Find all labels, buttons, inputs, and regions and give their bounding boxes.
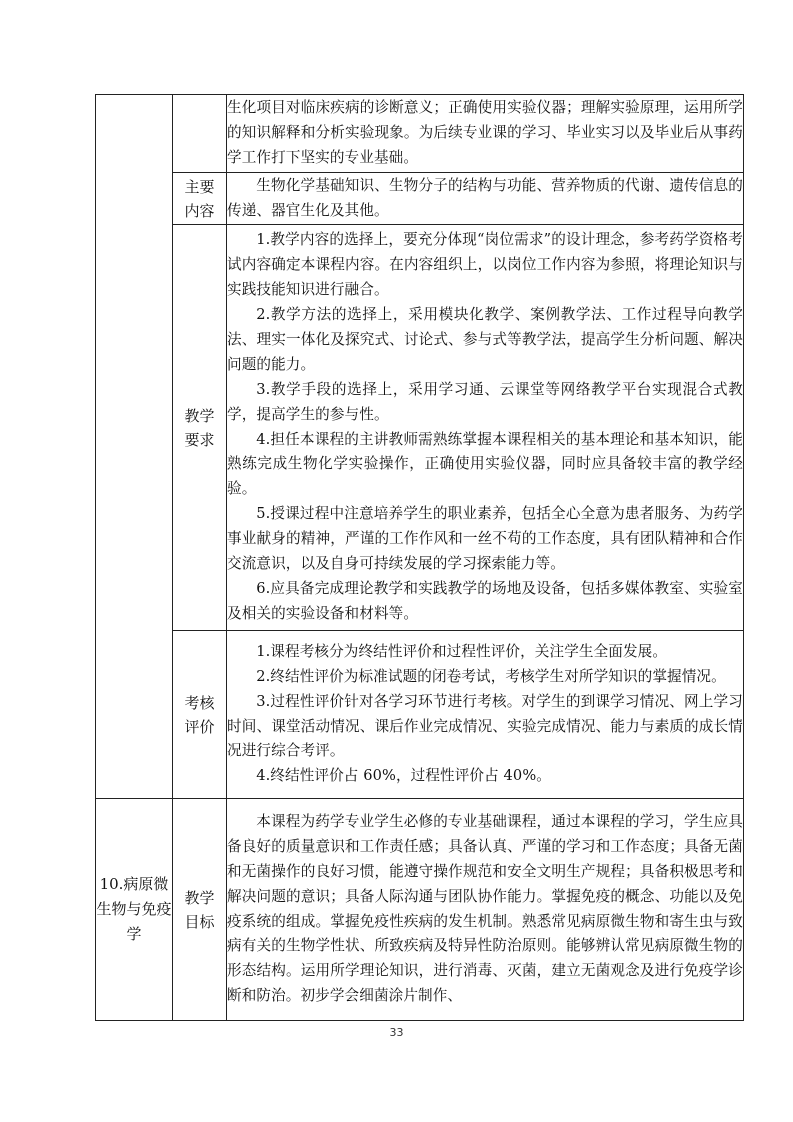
content-cell (227, 95, 744, 173)
requirement-item: 1.教学内容的选择上，要充分体现“岗位需求”的设计理念，参考药学资格考试内容确定本课程内容。在内容组织上，以岗位工作内容为参照，将理论知识与实践技能知识进行融合。 (227, 231, 743, 299)
objectives-text: 本课程为药学专业学生必修的专业基础课程，通过本课程的学习，学生应具备良好的质量意识和工作责任感；具备认真、严谨的学习和工作态度；具备无菌和无菌操作的良好习惯，能遵守操作规范和安全文明生产规程；具备积极思考和解决问题的意识；具备人际沟通与团队协作能力。掌握免疫的概念、功能以及免疫系统的组成。掌握免疫性疾病的发生机制。熟悉常见病原微生物和寄生虫与致病有关的生物学性状、所致疾病及特异性防治原则。能够辨认常见病原微生物的形态结构。运用所学理论知识，进行消毒、灭菌，建立无菌观念及进行免疫学诊断和防治。初步学会细菌涂片制作、 (227, 812, 743, 1005)
content-cell (227, 225, 744, 631)
requirement-item: 2.教学方法的选择上，采用模块化教学、案例教学法、工作过程导向教学法、理实一体化及探究式、讨论式、参与式等教学法，提高学生分析问题、解决问题的能力。 (227, 305, 743, 373)
table-row (96, 225, 744, 631)
requirement-item: 3.教学手段的选择上，采用学习通、云课堂等网络教学平台实现混合式教学，提高学生的参与性。 (227, 380, 743, 423)
content-cell (227, 631, 744, 799)
teaching-objectives-label: 教学 目标 (173, 799, 227, 1021)
assessment-item: 1.课程考核分为终结性评价和过程性评价，关注学生全面发展。 (256, 642, 668, 660)
assessment-label: 考核 评价 (173, 631, 227, 799)
course-name: 10.病原微生物与免疫学 (96, 799, 173, 1021)
continued-objectives-text: 生化项目对临床疾病的诊断意义；正确使用实验仪器；理解实验原理，运用所学的知识解释和分析实验现象。为后续专业课的学习、毕业实习以及毕业后从事药学工作打下坚实的专业基础。 (227, 99, 743, 166)
assessment-item: 3.过程性评价针对各学习环节进行考核。对学生的到课学习情况、网上学习时间、课堂活动情况、课后作业完成情况、实验完成情况、能力与素质的成长情况进行综合考评。 (227, 692, 743, 760)
table-row (96, 631, 744, 799)
main-content-text: 生物化学基础知识、生物分子的结构与功能、营养物质的代谢、遗传信息的传递、器官生化及其他。 (227, 176, 743, 219)
teaching-requirements-label: 教学 要求 (173, 225, 227, 631)
table-row (96, 95, 744, 173)
course-name-cell-empty (96, 95, 173, 799)
requirement-item: 4.担任本课程的主讲教师需熟练掌握本课程相关的基本理论和基本知识，能熟练完成生物化学实验操作，正确使用实验仪器，同时应具备较丰富的教学经验。 (227, 430, 743, 498)
table-row (96, 799, 744, 1021)
page-number: 33 (389, 1026, 404, 1039)
assessment-item: 4.终结性评价占 60%，过程性评价占 40%。 (256, 767, 551, 785)
table-row (96, 173, 744, 225)
label-cell-empty (173, 95, 227, 173)
main-content-label: 主要 内容 (173, 173, 227, 225)
content-cell (227, 799, 744, 1021)
requirement-item: 6.应具备完成理论教学和实践教学的场地及设备，包括多媒体教室、实验室及相关的实验设备和材料等。 (227, 579, 743, 622)
assessment-item: 2.终结性评价为标准试题的闭卷考试，考核学生对所学知识的掌握情况。 (256, 667, 726, 685)
requirement-item: 5.授课过程中注意培养学生的职业素养，包括全心全意为患者服务、为药学事业献身的精神，严谨的工作作风和一丝不苟的工作态度，具有团队精神和合作交流意识，以及自身可持续发展的学习探索能力等。 (227, 505, 743, 573)
curriculum-table (95, 94, 744, 1021)
content-cell (227, 173, 744, 225)
